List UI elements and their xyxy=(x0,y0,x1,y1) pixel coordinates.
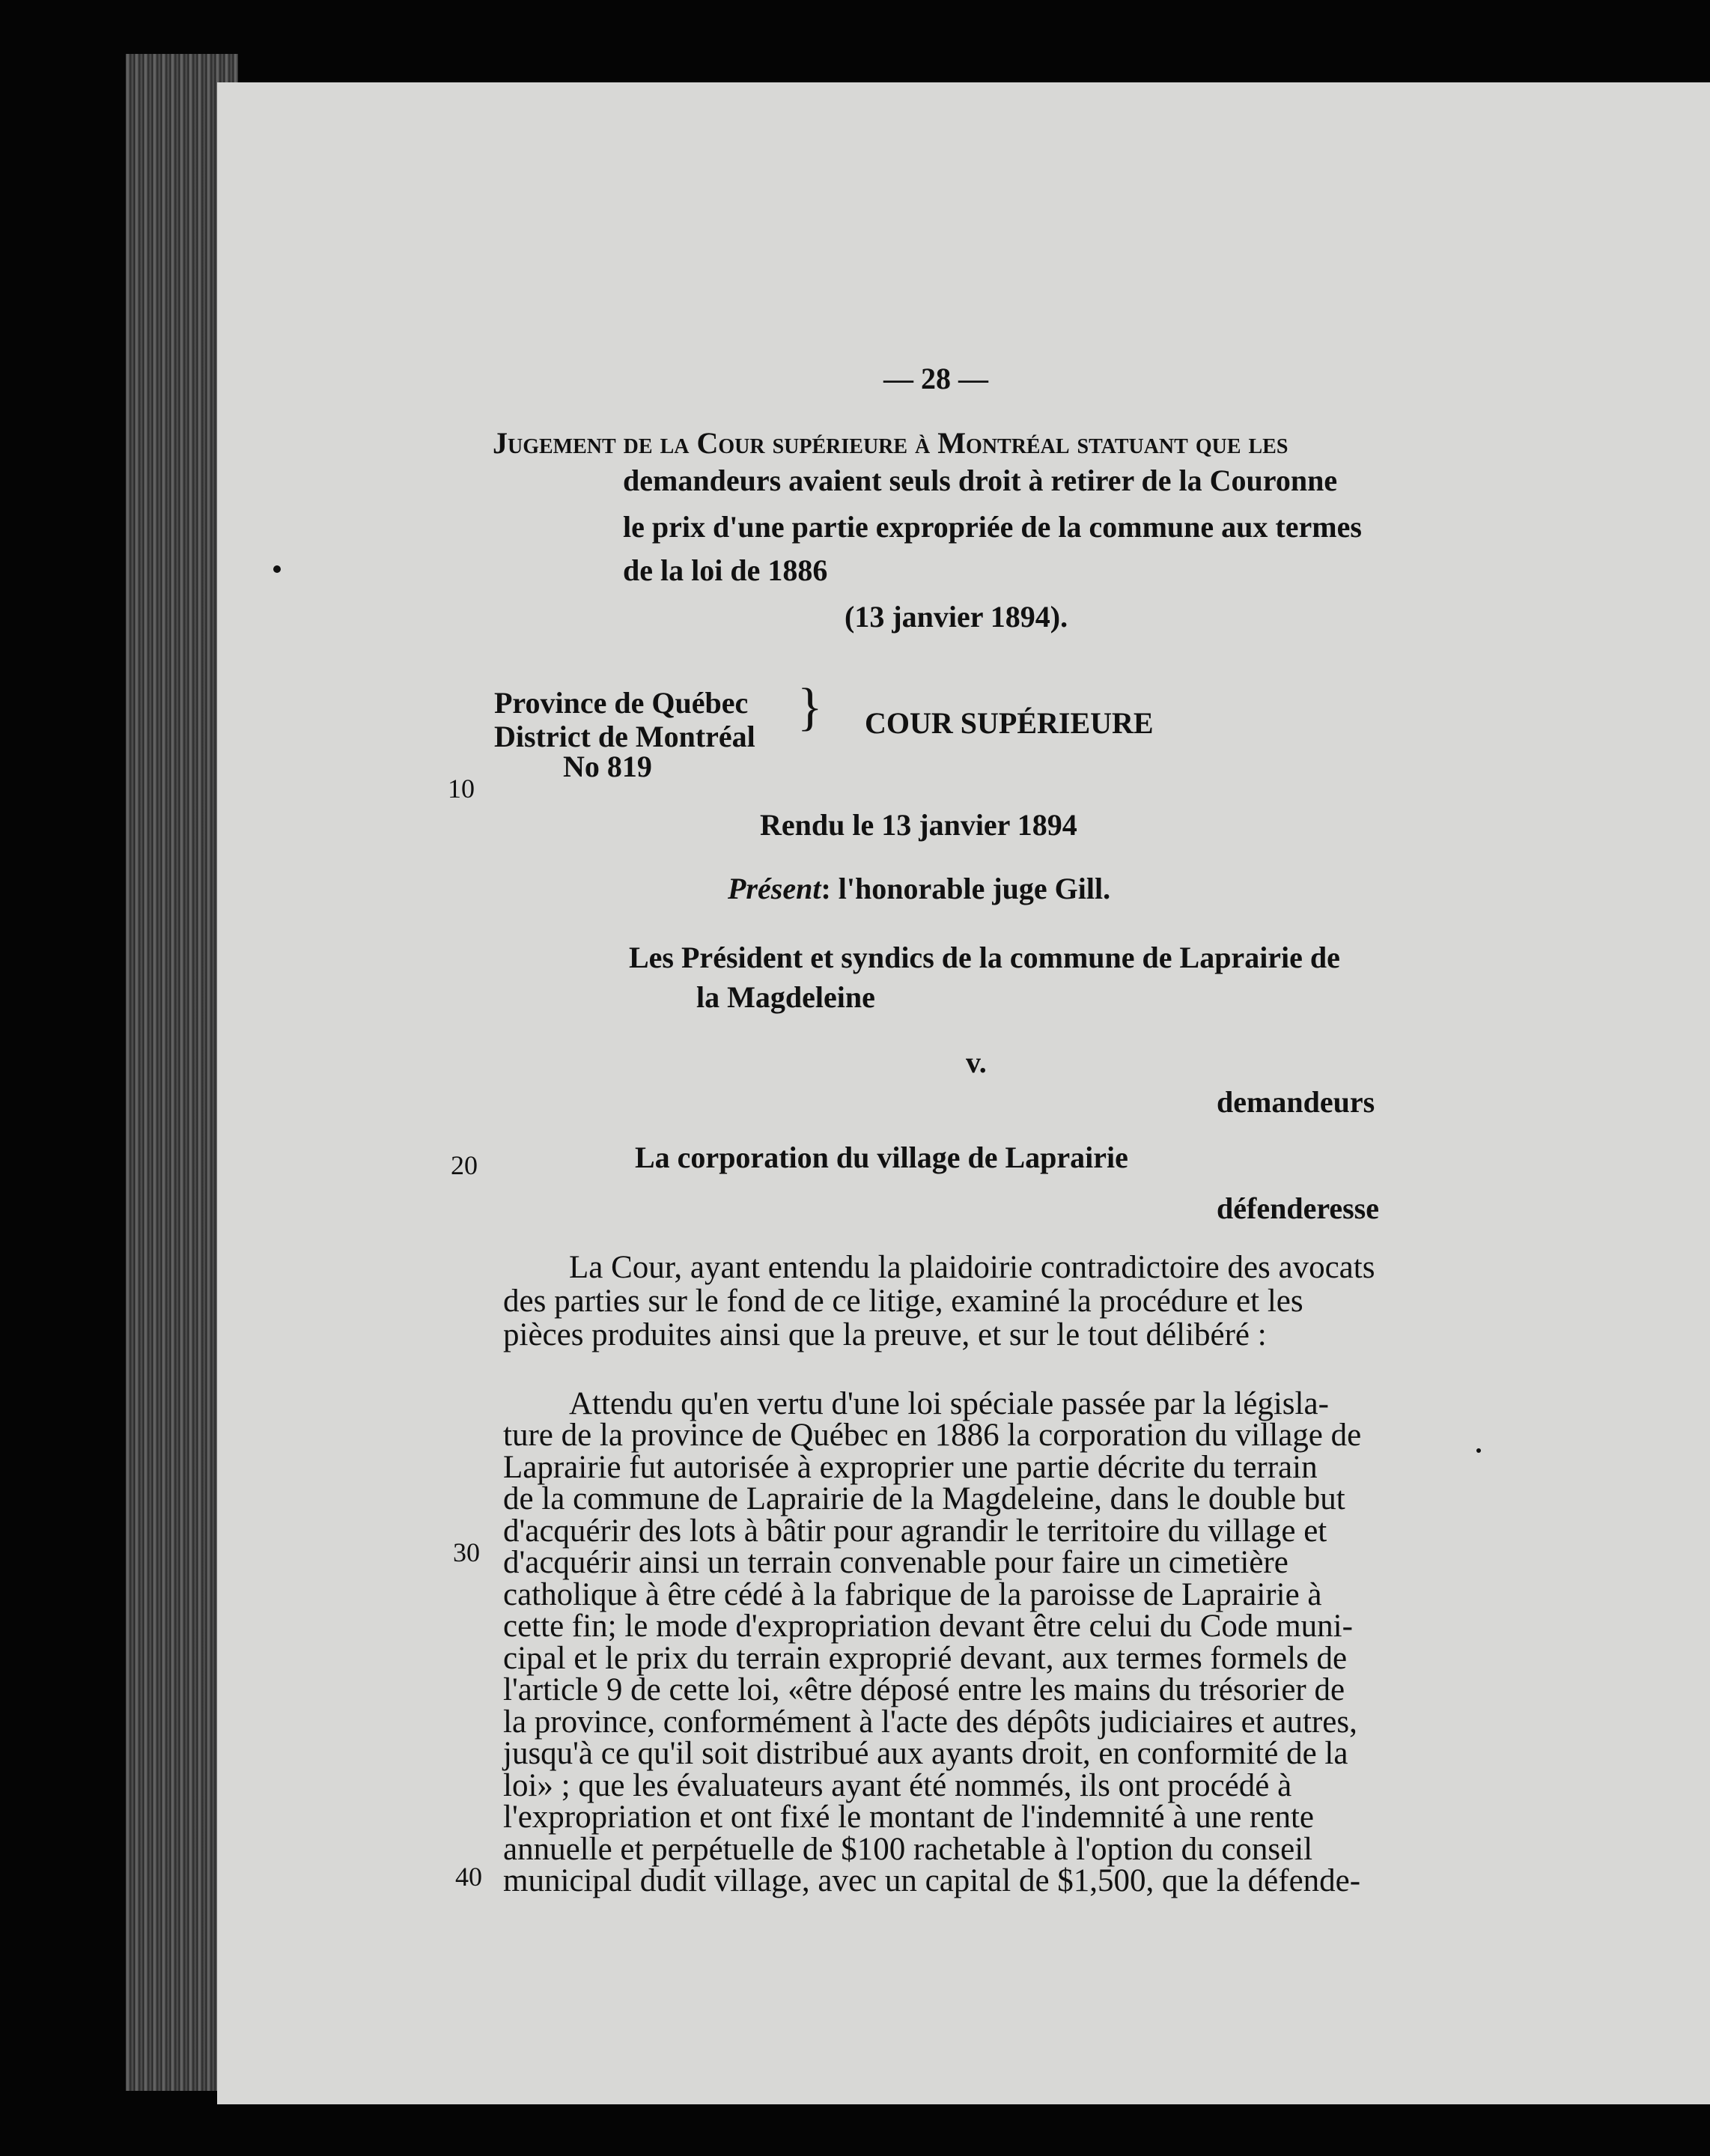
versus: v. xyxy=(966,1045,987,1079)
body-line: ture de la province de Québec en 1886 la corporation du village de xyxy=(503,1418,1362,1453)
page-number: — 28 — xyxy=(883,362,988,395)
defendant-role: défenderesse xyxy=(1217,1191,1379,1225)
heading-line-4: de la loi de 1886 xyxy=(623,553,828,587)
rendu-date: Rendu le 13 janvier 1894 xyxy=(760,808,1077,842)
body-line: Attendu qu'en vertu d'une loi spéciale passée par la législa- xyxy=(569,1386,1329,1421)
body-line: d'acquérir ainsi un terrain convenable pour faire un cimetière xyxy=(503,1545,1288,1580)
present-text: : l'honorable juge Gill. xyxy=(821,872,1111,905)
plaintiff-line-1: Les Président et syndics de la commune de Laprairie de xyxy=(629,941,1340,974)
body-line: l'expropriation et ont fixé le montant de l'indemnité à une rente xyxy=(503,1800,1314,1835)
body-line: La Cour, ayant entendu la plaidoirie contradictoire des avocats xyxy=(569,1250,1375,1285)
body-line: des parties sur le fond de ce litige, examiné la procédure et les xyxy=(503,1284,1303,1319)
margin-number-40: 40 xyxy=(455,1862,482,1892)
body-line: cette fin; le mode d'expropriation devant être celui du Code muni- xyxy=(503,1609,1353,1644)
caption-brace: } xyxy=(797,678,823,736)
caption-province: Province de Québec xyxy=(494,686,749,720)
present-line xyxy=(728,871,1110,906)
court-name: COUR SUPÉRIEURE xyxy=(865,706,1154,740)
margin-number-20: 20 xyxy=(451,1150,478,1180)
body-line: annuelle et perpétuelle de $100 rachetable à l'option du conseil xyxy=(503,1832,1313,1867)
body-line: de la commune de Laprairie de la Magdeleine, dans le double but xyxy=(503,1481,1345,1516)
body-line: pièces produites ainsi que la preuve, et sur le tout délibéré : xyxy=(503,1317,1267,1352)
body-line: la province, conformément à l'acte des dépôts judiciaires et autres, xyxy=(503,1704,1357,1740)
present-label: Présent xyxy=(728,872,821,905)
body-line: jusqu'à ce qu'il soit distribué aux ayants droit, en conformité de la xyxy=(503,1736,1348,1771)
caption-district: District de Montréal xyxy=(494,720,755,753)
body-line: loi» ; que les évaluateurs ayant été nommés, ils ont procédé à xyxy=(503,1768,1292,1803)
margin-dot xyxy=(1476,1448,1481,1453)
caption-number: No 819 xyxy=(563,750,652,783)
body-line: catholique à être cédé à la fabrique de la paroisse de Laprairie à xyxy=(503,1577,1322,1612)
plaintiff-line-2: la Magdeleine xyxy=(696,980,875,1014)
heading-line-3: le prix d'une partie expropriée de la commune aux termes xyxy=(623,510,1362,544)
defendant: La corporation du village de Laprairie xyxy=(635,1141,1128,1174)
heading-date: (13 janvier 1894). xyxy=(845,600,1068,634)
body-line: d'acquérir des lots à bâtir pour agrandir le territoire du village et xyxy=(503,1513,1327,1549)
body-line: municipal dudit village, avec un capital de $1,500, que la défende- xyxy=(503,1863,1361,1898)
heading-line-1: Jugement de la Cour supérieure à Montréal statuant que les xyxy=(493,426,1288,460)
plaintiff-role: demandeurs xyxy=(1217,1085,1375,1119)
heading-line-2: demandeurs avaient seuls droit à retirer de la Couronne xyxy=(623,464,1338,497)
margin-number-10: 10 xyxy=(448,774,475,804)
margin-dot xyxy=(273,565,281,573)
body-line: Laprairie fut autorisée à exproprier une partie décrite du terrain xyxy=(503,1450,1318,1485)
margin-number-30: 30 xyxy=(453,1537,480,1567)
body-line: l'article 9 de cette loi, «être déposé entre les mains du trésorier de xyxy=(503,1672,1345,1707)
body-line: cipal et le prix du terrain exproprié devant, aux termes formels de xyxy=(503,1641,1348,1676)
